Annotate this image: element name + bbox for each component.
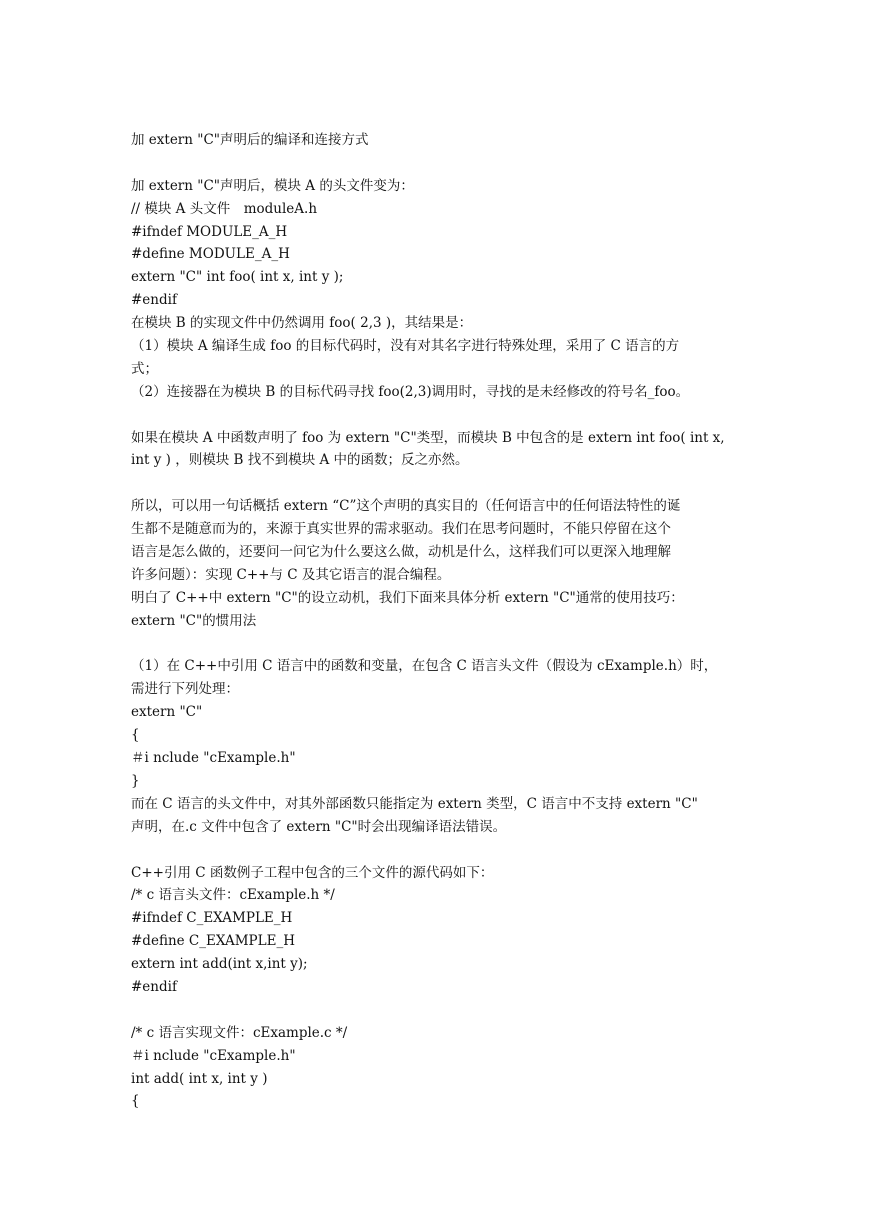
text-line: ＃i nclude "cExample.h": [131, 1047, 296, 1064]
text-line: 所以，可以用一句话概括 extern “C”这个声明的真实目的（任何语言中的任何语法特性的诞: [131, 498, 681, 515]
text-line: int add( int x, int y ): [131, 1070, 268, 1087]
text-line: extern "C"的惯用法: [131, 612, 257, 629]
text-line: [131, 999, 741, 1022]
text-line: }: [131, 772, 140, 789]
document-body: [131, 129, 741, 1113]
text-line: #define C_EXAMPLE_H: [131, 933, 295, 950]
text-line: #ifndef C_EXAMPLE_H: [131, 910, 293, 927]
text-line: #endif: [131, 292, 177, 309]
text-line: [131, 404, 741, 427]
text-line: 明白了 C++中 extern "C"的设立动机，我们下面来具体分析 extern "C"通常的使用技巧：: [131, 589, 684, 606]
text-line: 如果在模块 A 中函数声明了 foo 为 extern "C"类型，而模块 B 中包含的是 extern int foo( int x,: [131, 429, 725, 446]
text-line: // 模块 A 头文件 moduleA.h: [131, 200, 318, 217]
text-line: 式；: [131, 360, 158, 377]
text-line: 在模块 B 的实现文件中仍然调用 foo( 2,3 )，其结果是：: [131, 315, 473, 332]
text-line: ＃i nclude "cExample.h": [131, 750, 296, 767]
text-line: 语言是怎么做的，还要问一问它为什么要这么做，动机是什么，这样我们可以更深入地理解: [131, 544, 671, 561]
text-line: #endif: [131, 978, 177, 995]
text-line: {: [131, 1093, 140, 1110]
text-line: #ifndef MODULE_A_H: [131, 223, 288, 240]
text-line: 需进行下列处理：: [131, 681, 239, 698]
text-line: [131, 839, 741, 862]
text-line: （1）模块 A 编译生成 foo 的目标代码时，没有对其名字进行特殊处理，采用了 C 语言的方: [131, 338, 680, 355]
text-line: int y ) ，则模块 B 找不到模块 A 中的函数；反之亦然。: [131, 452, 469, 469]
text-line: （1）在 C++中引用 C 语言中的函数和变量，在包含 C 语言头文件（假设为 cExample.h）时，: [131, 658, 718, 675]
text-line: [131, 633, 741, 656]
text-line: extern "C": [131, 704, 203, 721]
text-line: 而在 C 语言的头文件中，对其外部函数只能指定为 extern 类型，C 语言中不支持 extern "C": [131, 795, 698, 812]
text-line: #define MODULE_A_H: [131, 246, 290, 263]
text-line: [131, 152, 741, 175]
text-line: [131, 472, 741, 495]
text-line: /* c 语言实现文件：cExample.c */: [131, 1024, 348, 1041]
text-line: 许多问题）：实现 C++与 C 及其它语言的混合编程。: [131, 566, 451, 583]
text-line: 声明，在.c 文件中包含了 extern "C"时会出现编译语法错误。: [131, 818, 507, 835]
text-line: {: [131, 727, 140, 744]
text-line: C++引用 C 函数例子工程中包含的三个文件的源代码如下：: [131, 864, 494, 881]
text-line: extern "C" int foo( int x, int y );: [131, 269, 344, 286]
text-line: 生都不是随意而为的，来源于真实世界的需求驱动。我们在思考问题时，不能只停留在这个: [131, 521, 671, 538]
text-line: extern int add(int x,int y);: [131, 956, 308, 973]
text-line: /* c 语言头文件：cExample.h */: [131, 887, 335, 904]
text-line: 加 extern "C"声明后，模块 A 的头文件变为：: [131, 177, 414, 194]
text-line: （2）连接器在为模块 B 的目标代码寻找 foo(2,3)调用时，寻找的是未经修改的符号名_foo。: [131, 383, 690, 400]
text-line: 加 extern "C"声明后的编译和连接方式: [131, 132, 369, 148]
